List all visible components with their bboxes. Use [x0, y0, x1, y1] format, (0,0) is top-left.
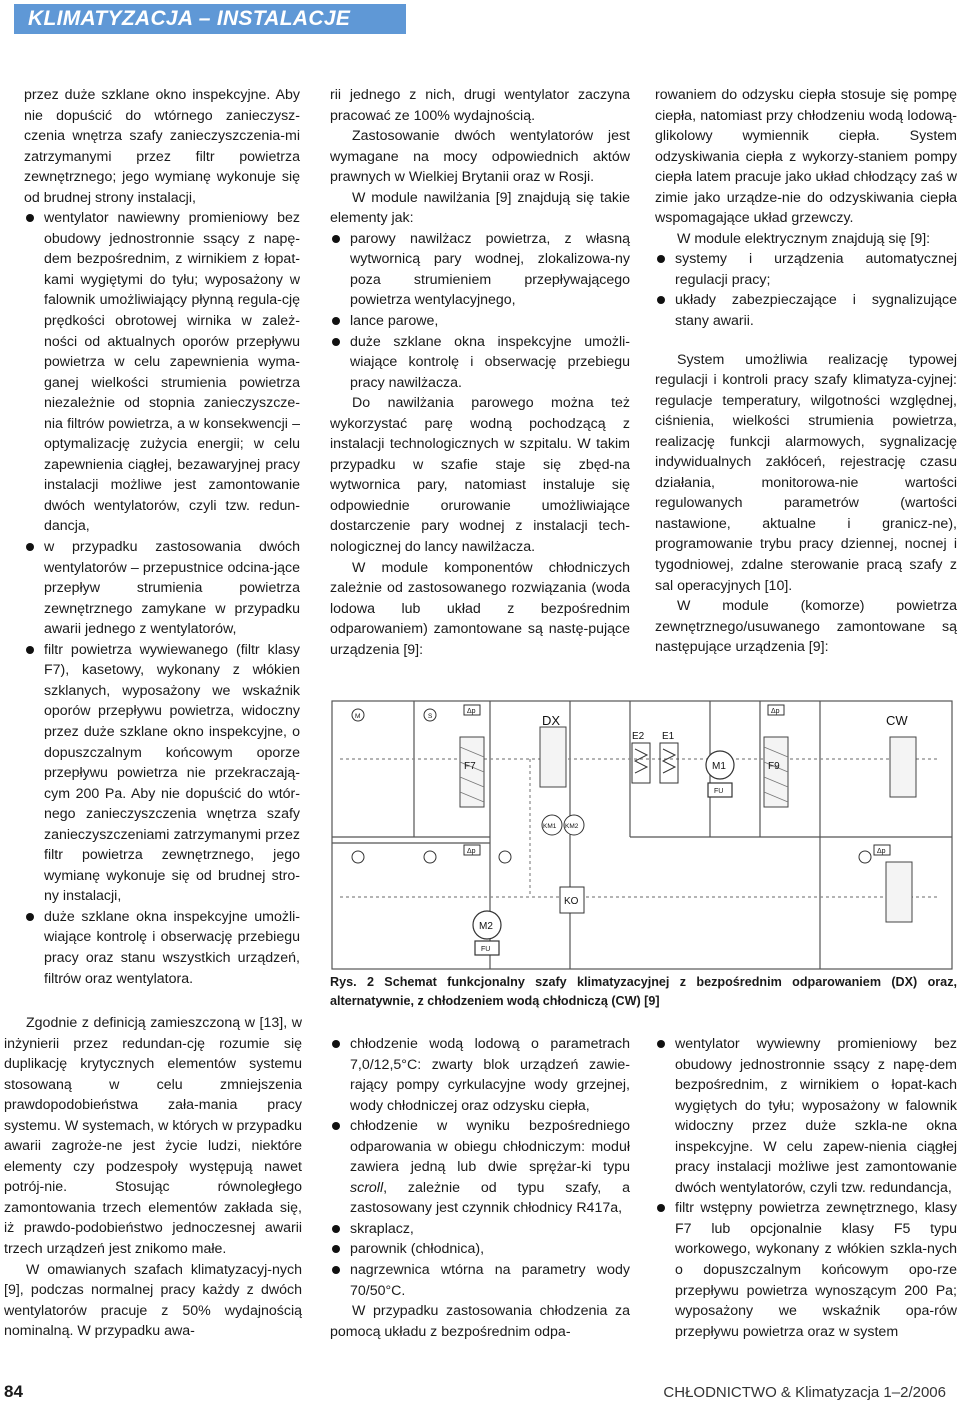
paragraph: W przypadku zastosowania chłodzenia za pomocą układu z bezpośrednim odpa-	[330, 1303, 630, 1340]
label-ko: KO	[564, 896, 579, 907]
list-item: filtr wstępny powietrza zewnętrznego, klasy F7 lub opcjonalnie klasy F5 typu workowego, wykonany z włókien szkla-nych o dopuszczalnym końcowym opo-rze przepływu powietrza wynoszącym 200 Pa; wyposażony we wskaźnik opa-rów przepływu powietrza oraz w system	[655, 1198, 957, 1342]
column-3-lower	[655, 1034, 957, 1342]
label-fu: FU	[714, 788, 724, 795]
paragraph: W omawianych szafach klimatyzacyj-nych [9], podczas normalnej pracy każdy z dwóch wentylatorów pracuje z 50% wydajnością nominalną. W przypadku awa-	[4, 1261, 302, 1340]
page-number: 84	[4, 1382, 23, 1401]
paragraph: W module komponentów chłodniczych zależnie od zastosowanego rozwiązania (woda lodowa lub układ z bezpośrednim odparowaniem) zamontowane są nastę-pujące urządzenia [9]:	[330, 559, 630, 658]
section-title: KLIMATYZACJA – INSTALACJE	[28, 7, 351, 30]
label-m: M	[355, 713, 361, 720]
bullet-list	[330, 1034, 630, 1301]
figure-caption: Rys. 2 Schemat funkcjonalny szafy klimatyzacyjnej z bezpośrednim odparowaniem (DX) oraz, alternatywnie, z chłodzeniem wodą chłodniczą (CW) [9]	[330, 975, 957, 1008]
label-e1: E1	[662, 731, 675, 742]
paragraph: Do nawilżania parowego można też wykorzystać parę wodną pochodzącą z instalacji technologicznych w szpitalu. W takim przypadku w szafie staje się zbęd-na wytwornica pary, natomiast instaluje się odpowiednie orurowanie umożliwiające dostarczenie pary wodnej z instalacji tech-nologicznej do lancy nawilżacza.	[330, 395, 630, 556]
paragraph: przez duże szklane okno inspekcyjne. Aby nie dopuścić do wtórnego zanieczysz-czenia wnętrza szafy zanieczyszczenia-mi zatrzymanymi przez filtr powietrza zewnętrznego; jego wymianę wykonuje się od brudnej strony instalacji,	[24, 87, 300, 206]
column-1	[24, 85, 300, 989]
list-item: skraplacz,	[330, 1219, 630, 1240]
label-cw: CW	[886, 713, 908, 728]
label-dp: Δp	[467, 848, 476, 855]
filter-f9	[764, 737, 788, 807]
label-dp: Δp	[467, 708, 476, 715]
heater-e1	[660, 743, 678, 783]
bullet-list	[24, 208, 300, 989]
label-dp: Δp	[771, 708, 780, 715]
cw-coil	[890, 737, 916, 797]
label-dx: DX	[542, 713, 561, 728]
list-item: w przypadku zastosowania dwóch wentylatorów – przepustnice odcina-jące przepływ strumienia powietrza zewnętrznego zamykane w przypadku awarii jednego z wentylatorów,	[24, 537, 300, 640]
list-item: filtr powietrza wywiewanego (filtr klasy F7), kasetowy, wykonany z włókien szklanych, wyposażony we wskaźnik oporów przepływu powietrza, widoczny przez duże szklane okno inspekcyjne, o dopuszczalnym końcowym oporze przepływu powietrza nie przekraczają-cym 200 Pa. Aby nie dopuścić do wtór-nego zanieczyszczenia wnętrza szafy zanieczyszczeniami zatrzymanymi przez filtr powietrza zewnętrznego, jego wymianę wykonuje się od brudnej stro-ny instalacji,	[24, 640, 300, 907]
list-item: nagrzewnica wtórna na parametry wody 70/50°C.	[330, 1260, 630, 1301]
paragraph: W module (komorze) powietrza zewnętrznego/usuwanego zamontowane są następujące urządzenia [9]:	[655, 598, 957, 656]
heater-e2	[632, 743, 650, 783]
label-km2: KM2	[565, 823, 579, 830]
damper-motor-icon	[424, 851, 436, 863]
column-3	[655, 85, 957, 658]
column-2	[330, 85, 630, 660]
dx-coil	[540, 727, 566, 787]
journal-footer: CHŁODNICTWO & Klimatyzacja 1–2/2006	[663, 1384, 946, 1401]
paragraph: System umożliwia realizację typowej regulacji i kontroli pracy szafy klimatyza-cyjnej: regulacje temperatury, wilgotności względnej, ciśnienia, wielkości strumienia powietrza, realizację funkcji alarmowych, sygnalizację indywidualnych zakłóceń, rejestrację czasu działania, monitorowa-nie wartości regulowanych parametrów (wartości nastawione, aktualne i granicz-ne), programowanie trybu pracy dziennej, nocnej i tygodniowej, zdalne sterowanie pracą szafy z sal operacyjnych [10].	[655, 351, 957, 594]
list-item-text: chłodzenie w wyniku bezpośredniego odparowania w obiegu chłodniczym: moduł zawiera jedną lub dwie sprężar-ki typu	[350, 1118, 630, 1176]
label-e2: E2	[632, 731, 645, 742]
paragraph: W module nawilżania [9] znajdują się takie elementy jak:	[330, 189, 630, 227]
paragraph: rowaniem do odzysku ciepła stosuje się pompę ciepła, natomiast przy chłodzeniu wodą lodową- glikolowy wymiennik ciepła. System odzyskiwania ciepła z wykorzy-staniem pompy ciepła latem pracuje jako układ chłodzący zaś w zimie jako urządze-nie do odzyskiwania ciepła wspomagające układ grzewczy.	[655, 87, 957, 227]
paragraph: rii jednego z nich, drugi wentylator zaczyna pracować ze 100% wydajnością.	[330, 87, 630, 124]
label-m1: M1	[712, 761, 726, 772]
damper-motor-icon	[352, 851, 364, 863]
bullet-list	[655, 249, 957, 331]
list-item	[330, 1116, 630, 1219]
list-item: lance parowe,	[330, 311, 630, 332]
list-item: parownik (chłodnica),	[330, 1239, 630, 1260]
list-item: wentylator wywiewny promieniowy bez obudowy jednostronnie ssący z napę-dem bezpośrednim, z wirnikiem o łopat-kach wygiętych do tyłu; wyposażony w falownik widoczny przez duże szkla-ne okna inspekcyjne. W celu zapew-nienia ciągłej pracy instalacji możliwe jest zamontowanie dwóch wentylatorów, czyli tzw. redundancja,	[655, 1034, 957, 1198]
damper-motor-icon	[499, 851, 511, 863]
list-item: systemy i urządzenia automatycznej regulacji pracy;	[655, 249, 957, 290]
list-item: wentylator nawiewny promieniowy bez obudowy jednostronnie ssący z napę-dem bezpośrednim, z wirnikiem z łopat-kami wygiętymi do tyłu; wyposażony w falownik umożliwiający płynną regula-cję prędkości obrotowej wirnika w zależ-ności od aktualnych oporów przepływu powietrza w celu zapewnienia wyma-ganej wielkości strumienia powietrza niezależnie od stopnia zanieczyszcze-nia filtrów powietrza, a w konsekwencji – optymalizację zużycia energii; w celu zapewnienia ciągłej, bezawaryjnej pracy instalacji możliwe jest zamontowanie dwóch wentylatorów, czyli tzw. redun-dancja,	[24, 208, 300, 537]
list-item-text: , zależnie od typu szafy, a zastosowany jest czynnik chłodnicy R417a,	[350, 1179, 630, 1217]
label-f7: F7	[464, 761, 476, 772]
label-dp: Δp	[877, 848, 886, 855]
paragraph: Zastosowanie dwóch wentylatorów jest wymagane na mocy odpowiednich aktów prawnych w Wielkiej Brytanii oraz w Rosji.	[330, 128, 630, 186]
column-1-lower	[4, 1013, 302, 1342]
figure-schematic	[330, 697, 957, 972]
emphasis-scroll: scroll	[350, 1179, 384, 1196]
paragraph: W module elektrycznym znajdują się [9]:	[677, 230, 931, 247]
lower-filter	[886, 862, 912, 922]
filter-f7	[460, 737, 484, 807]
schematic-svg	[330, 697, 957, 972]
column-2-lower	[330, 1034, 630, 1342]
bullet-list	[655, 1034, 957, 1342]
label-m2: M2	[479, 921, 493, 932]
bullet-list	[330, 229, 630, 393]
paragraph: Zgodnie z definicją zamieszczoną w [13], w inżynierii przez redundan-cję rozumie się duplikację krytycznych elementów systemu stosowaną w celu zmniejszenia prawdopodobieństwa zała-mania pracy systemu. W systemach, w których w przypadku awarii zagroże-ne jest życie ludzi, niektóre elementy czy podzespoły występują nawet potrój-nie. Stosując równoległego zamontowania trzech elementów zakłada się, iż prawdo-podobieństwo jednoczesnej awarii trzech urządzeń jest znikomo małe.	[4, 1015, 302, 1258]
list-item: układy zabezpieczające i sygnalizujące stany awarii.	[655, 290, 957, 331]
label-s: S	[428, 713, 433, 720]
list-item: duże szklane okna inspekcyjne umożli-wiające kontrolę i obserwację przebiegu pracy oraz stanu wszystkich urządzeń, filtrów oraz wentylatora.	[24, 907, 300, 989]
list-item: duże szklane okna inspekcyjne umożli-wiające kontrolę i obserwację przebiegu pracy nawilżacza.	[330, 332, 630, 394]
label-km1: KM1	[543, 823, 557, 830]
list-item: parowy nawilżacz powietrza, z własną wytwornicą pary wodnej, zlokalizowa-ny poza strumieniem przepływającego powietrza wentylacyjnego,	[330, 229, 630, 311]
label-fu: FU	[481, 946, 491, 953]
list-item: chłodzenie wodą lodową o parametrach 7,0/12,5°C: zwarty blok urządzeń zawie-rający pompy cyrkulacyjne wody grzejnej, wody chłodniczej oraz odzysku ciepła,	[330, 1034, 630, 1116]
damper-motor-icon	[859, 851, 871, 863]
label-f9: F9	[768, 761, 780, 772]
